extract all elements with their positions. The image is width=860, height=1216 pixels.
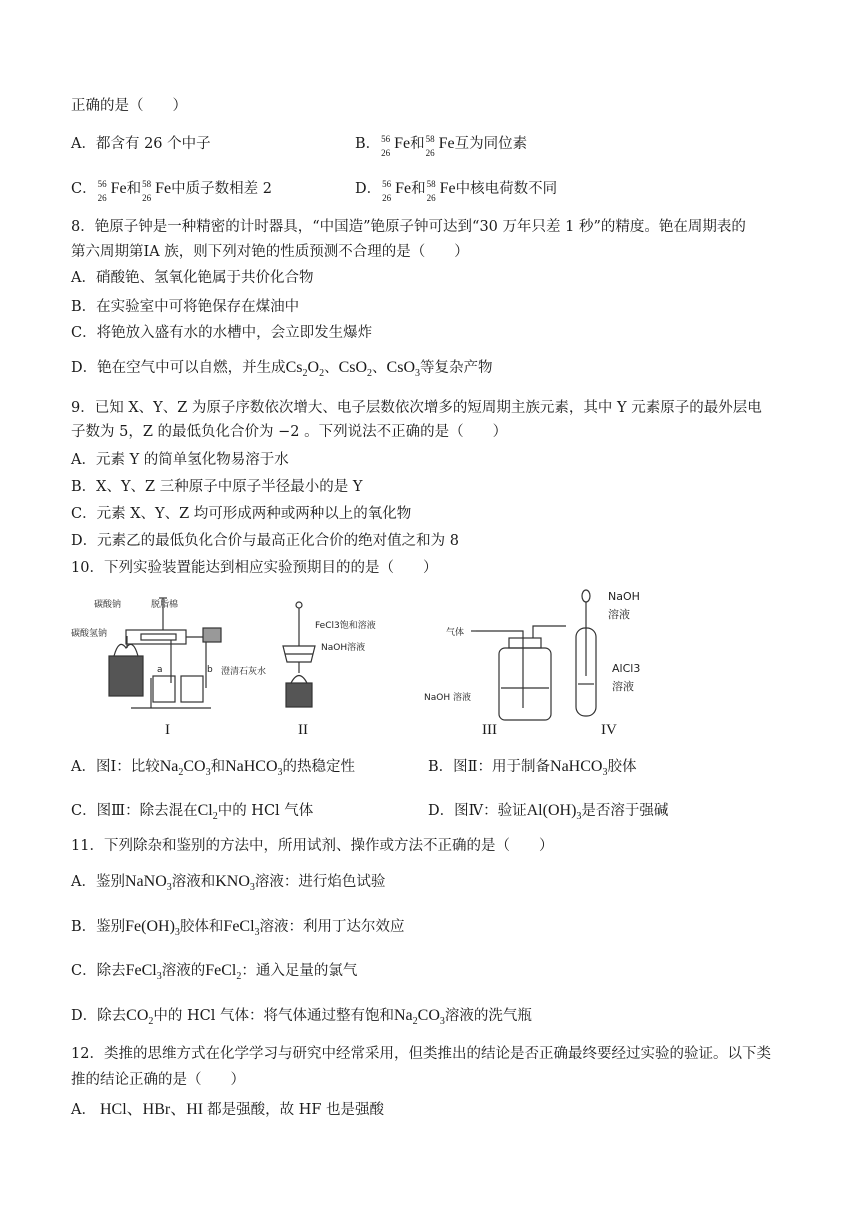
q7-option-b: B． 56 26 Fe和 58 26 Fe互为同位素 — [355, 134, 528, 158]
figure-label-4: IV — [601, 722, 617, 738]
q9-option-c: C．元素 X、Y、Z 均可形成两种或两种以上的氧化物 — [71, 506, 412, 522]
q8-stem-line2: 第六周期第ⅠA 族，则下列对铯的性质预测不合理的是（ ） — [71, 244, 469, 260]
q12-stem-line2: 推的结论正确的是（ ） — [71, 1072, 245, 1088]
q10-option-c: C．图Ⅲ：除去混在$Cl_2$中的 HCl 气体 — [71, 802, 314, 823]
q11-option-b: B．鉴别$Fe(OH)_3$胶体和FeCl$_3$溶液：利用丁达尔效应 — [71, 918, 405, 939]
q7-option-d: D． 56 26 Fe和 58 26 Fe中核电荷数不同 — [355, 179, 558, 203]
q12-stem-line1: 12．类推的思维方式在化学学习与研究中经常采用，但类推出的结论是否正确最终要经过实验的验证。以下类 — [71, 1046, 771, 1062]
q10-option-d: D．图Ⅳ：验证$Al(OH)_3$是否溶于强碱 — [428, 802, 669, 823]
q8-option-a: A．硝酸铯、氢氧化铯属于共价化合物 — [71, 270, 314, 286]
q8-option-d: D．铯在空气中可以自燃，并生成$Cs_2O_2$、CsO$_2$、CsO$_3$等复杂产物 — [71, 359, 493, 380]
q8-stem-line1: 8．铯原子钟是一种精密的计时器具，“中国造”铯原子钟可达到“30 万年只差 1 秒”的精度。铯在周期表的 — [71, 219, 746, 235]
figure-1-apparatus — [109, 598, 221, 708]
q11-stem: 11．下列除杂和鉴别的方法中，所用试剂、操作或方法不正确的是（ ） — [71, 838, 554, 854]
q11-option-d: D．除去$CO_2$中的 HCl 气体：将气体通过整有饱和$Na_2CO_3$溶液的洗气瓶 — [71, 1007, 532, 1028]
fig4-label-alcl3: AlCl3 — [612, 662, 641, 675]
q8-option-b: B．在实验室中可将铯保存在煤油中 — [71, 299, 300, 315]
fig1-label-sodium-carbonate: 碳酸钠 — [94, 600, 122, 610]
fig3-label-gas: 气体 — [446, 628, 465, 638]
apparatus-figures — [71, 588, 791, 738]
fig1-label-a: a — [157, 665, 163, 675]
q9-option-a: A．元素 Y 的简单氢化物易溶于水 — [71, 452, 289, 468]
q9-stem-line2: 子数为 5，Z 的最低负化合价为 −2 。下列说法不正确的是（ ） — [71, 424, 508, 440]
figure-label-3: III — [482, 722, 497, 738]
q9-stem-line1: 9．已知 X、Y、Z 为原子序数依次增大、电子层数依次增多的短周期主族元素，其中 Y 元素原子的最外层电 — [71, 400, 762, 416]
fig1-label-limewater: 澄清石灰水 — [221, 667, 267, 677]
fig2-label-naoh: NaOH溶液 — [321, 643, 366, 653]
figure-3-apparatus — [471, 626, 566, 720]
q11-option-a: A．鉴别NaNO$_3$溶液和$KNO_3$溶液：进行焰色试验 — [71, 873, 386, 894]
figure-2-apparatus — [283, 602, 315, 707]
q11-option-c: C．除去FeCl$_3$溶液的FeCl$_2$：通入足量的氯气 — [71, 962, 358, 983]
fig1-label-sodium-bicarbonate: 碳酸氢钠 — [71, 629, 108, 639]
figure-label-2: II — [298, 722, 308, 738]
figure-label-1: I — [165, 722, 170, 738]
fig1-label-cotton: 脱脂棉 — [151, 600, 179, 610]
q7-option-a: A．都含有 26 个中子 — [71, 136, 211, 152]
q9-option-b: B．X、Y、Z 三种原子中原子半径最小的是 Y — [71, 479, 363, 495]
q10-option-b: B．图Ⅱ：用于制备NaHCO$_3$胶体 — [428, 758, 637, 779]
q8-option-c: C．将铯放入盛有水的水槽中，会立即发生爆炸 — [71, 325, 373, 341]
fig4-label-naoh: NaOH — [608, 590, 640, 603]
q9-option-d: D．元素乙的最低负化合价与最高正化合价的绝对值之和为 8 — [71, 533, 459, 549]
fig3-label-naoh: NaOH 溶液 — [424, 693, 471, 703]
question-intro-tail: 正确的是（ ） — [71, 98, 187, 114]
q10-option-a: A．图Ⅰ：比较$Na_2CO_3$和NaHCO$_3$的热稳定性 — [71, 758, 356, 779]
q7-option-c: C． 56 26 Fe和 58 26 Fe中质子数相差 2 — [71, 179, 272, 203]
fig4-label-solution-1: 溶液 — [608, 608, 630, 621]
fig2-label-fecl3: FeCl3饱和溶液 — [315, 621, 376, 631]
fig4-label-solution-2: 溶液 — [612, 680, 634, 693]
fig1-label-b: b — [207, 665, 213, 675]
q12-option-a: A． HCl、HBr、HI 都是强酸，故 HF 也是强酸 — [71, 1101, 385, 1118]
q10-stem: 10．下列实验装置能达到相应实验预期目的的是（ ） — [71, 560, 438, 576]
figure-4-apparatus — [576, 590, 596, 716]
